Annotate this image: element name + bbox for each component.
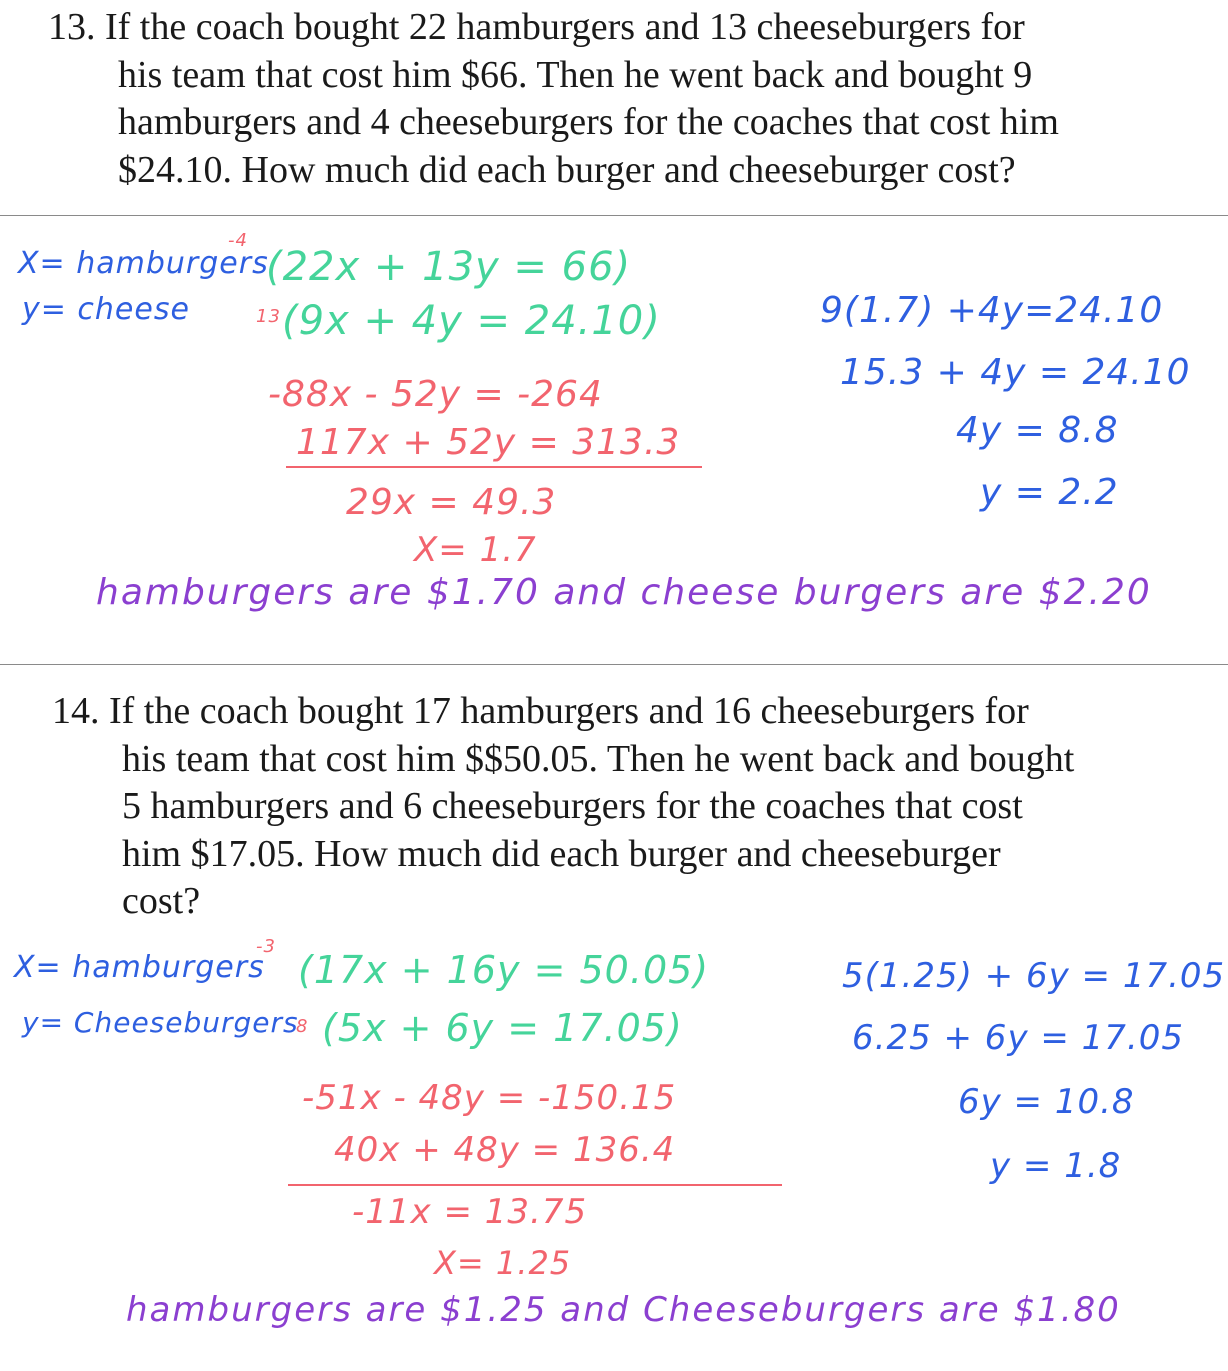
elimination-step: 117x + 52y = 313.3 [296, 422, 681, 463]
substitution-step: 6y = 10.8 [958, 1082, 1135, 1122]
variable-definition-y: y= Cheeseburgers [22, 1006, 299, 1039]
answer-statement: hamburgers are $1.25 and Cheeseburgers are $1.80 [126, 1290, 1121, 1330]
multiplier: -3 [256, 936, 276, 957]
elimination-result: X= 1.25 [434, 1244, 572, 1282]
substitution-step: 15.3 + 4y = 24.10 [840, 352, 1191, 393]
elimination-step: 40x + 48y = 136.4 [334, 1130, 676, 1170]
equation-1: (17x + 16y = 50.05) [298, 948, 710, 992]
elimination-step: -51x - 48y = -150.15 [302, 1078, 677, 1118]
problem-line: cost? [122, 880, 201, 922]
problem-line: him $17.05. How much did each burger and cheeseburger [122, 832, 1001, 875]
problem-line: 13. If the coach bought 22 hamburgers and 13 cheeseburgers for [48, 6, 1025, 48]
elimination-step: -88x - 52y = -264 [268, 374, 603, 415]
elimination-step: 29x = 49.3 [346, 482, 557, 523]
problem-13-text [48, 4, 1059, 194]
equation-1: (22x + 13y = 66) [266, 244, 632, 290]
answer-statement: hamburgers are $1.70 and cheese burgers are $2.20 [96, 572, 1152, 613]
problem-line: $24.10. How much did each burger and cheeseburger cost? [118, 148, 1016, 191]
variable-definition-y: y= cheese [22, 292, 190, 327]
problem-line: his team that cost him $66. Then he went back and bought 9 [118, 53, 1033, 96]
problem-line: his team that cost him $$50.05. Then he went back and bought [122, 737, 1075, 780]
elimination-result: X= 1.7 [414, 530, 537, 570]
divider-middle [0, 664, 1228, 665]
substitution-step: 4y = 8.8 [956, 410, 1119, 451]
problem-line: 14. If the coach bought 17 hamburgers and 16 cheeseburgers for [52, 690, 1029, 732]
sum-line [286, 466, 702, 468]
problem-line: 5 hamburgers and 6 cheeseburgers for the coaches that cost [122, 785, 1023, 827]
equation-2: (5x + 6y = 17.05) [322, 1006, 683, 1050]
multiplier: 8 [296, 1016, 309, 1037]
equation-2: (9x + 4y = 24.10) [282, 298, 661, 344]
substitution-result: y = 2.2 [980, 472, 1119, 513]
variable-definition-x: X= hamburgers [14, 950, 265, 985]
variable-definition-x: X= hamburgers [18, 246, 269, 281]
divider-top [0, 215, 1228, 216]
elimination-step: -11x = 13.75 [352, 1192, 588, 1232]
multiplier: -4 [228, 230, 248, 251]
multiplier: 13 [256, 306, 281, 327]
sum-line [288, 1184, 782, 1186]
substitution-step: 5(1.25) + 6y = 17.05 [842, 956, 1226, 996]
problem-14-text [52, 688, 1074, 926]
problem-line: hamburgers and 4 cheeseburgers for the coaches that cost him [118, 101, 1059, 143]
substitution-step: 9(1.7) +4y=24.10 [820, 290, 1164, 331]
substitution-step: 6.25 + 6y = 17.05 [852, 1018, 1184, 1058]
substitution-result: y = 1.8 [990, 1146, 1122, 1186]
